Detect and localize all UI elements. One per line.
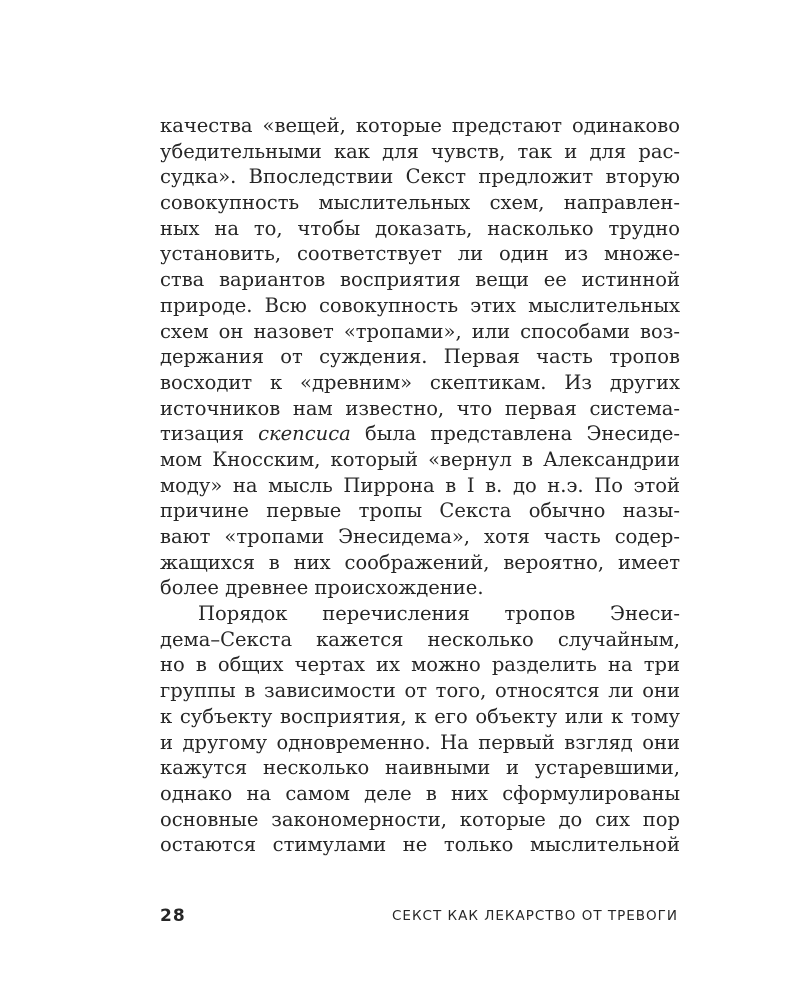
text-segment: причине первые тропы Секста обычно назы- [160, 499, 680, 523]
text-segment: мом Кносским, который «вернул в Александрии [160, 447, 680, 471]
text-line [160, 678, 680, 704]
text-segment: однако на самом деле в них сформулированы [160, 781, 680, 805]
text-segment: держания от суждения. Первая часть тропов [160, 345, 680, 369]
text-line [160, 113, 680, 139]
text-segment: источников нам известно, что первая система- [160, 396, 680, 420]
text-segment: группы в зависимости от того, относятся ли они [160, 679, 680, 703]
text-segment: и другому одновременно. На первый взгляд они [160, 730, 680, 754]
text-line [160, 164, 680, 190]
text-line [160, 370, 680, 396]
text-line [160, 575, 680, 601]
text-segment: вают «тропами Энесидема», хотя часть содер- [160, 525, 680, 548]
text-line [160, 627, 680, 653]
body-text [160, 113, 680, 858]
text-segment: восходит к «древним» скептикам. Из других [160, 370, 680, 394]
text-line [160, 781, 680, 807]
text-line [160, 421, 680, 447]
text-segment: кажутся несколько наивными и устаревшими, [160, 756, 680, 780]
text-line [160, 730, 680, 756]
text-segment: основные закономерности, которые до сих пор [160, 807, 680, 831]
text-line [160, 832, 680, 858]
text-segment: моду» на мысль Пиррона в I в. до н.э. По этой [160, 473, 680, 497]
text-line [160, 601, 680, 627]
text-segment: Порядок перечисления тропов Энеси- [198, 602, 680, 626]
text-line [160, 807, 680, 833]
text-segment: жащихся в них соображений, вероятно, имеет [160, 550, 680, 574]
paragraph [160, 601, 680, 858]
text-segment: ных на то, чтобы доказать, насколько трудно [160, 216, 680, 240]
text-segment: более древнее происхождение. [160, 576, 484, 600]
text-line [160, 524, 680, 550]
text-segment: но в общих чертах их можно разделить на три [160, 653, 680, 677]
text-line [160, 447, 680, 473]
text-line [160, 498, 680, 524]
text-line [160, 216, 680, 242]
text-line [160, 704, 680, 730]
text-line [160, 344, 680, 370]
text-line [160, 473, 680, 499]
text-line [160, 319, 680, 345]
text-segment: убедительными как для чувств, так и для рас- [160, 139, 680, 163]
text-segment: установить, соответствует ли один из множе- [160, 242, 680, 266]
running-title: СЕКСТ КАК ЛЕКАРСТВО ОТ ТРЕВОГИ [392, 908, 678, 924]
text-segment: дема–Секста кажется несколько случайным, [160, 627, 680, 651]
text-line [160, 652, 680, 678]
text-segment: совокупность мыслительных схем, направлен- [160, 191, 680, 215]
text-segment: схем он назовет «тропами», или способами воз- [160, 319, 680, 343]
text-segment: судка». Впоследствии Секст предложит вторую [160, 165, 680, 189]
text-line [160, 396, 680, 422]
paragraph [160, 113, 680, 601]
text-segment: ства вариантов восприятия вещи ее истинной [160, 268, 680, 292]
italic-term: скепсиса [258, 422, 351, 446]
text-segment: к субъекту восприятия, к его объекту или к тому [160, 704, 680, 728]
text-line [160, 267, 680, 293]
text-line [160, 139, 680, 165]
text-segment: была представлена Энесидe- [350, 422, 680, 446]
text-line [160, 550, 680, 576]
text-segment: качества «вещей, которые предстают одинаково [160, 114, 680, 137]
text-segment: остаются стимулами не только мыслительной [160, 833, 680, 857]
text-segment: тизация [160, 422, 259, 446]
text-line [160, 755, 680, 781]
text-segment: природе. Всю совокупность этих мыслительных [160, 293, 680, 317]
text-line [160, 190, 680, 216]
text-line [160, 241, 680, 267]
text-line [160, 293, 680, 319]
page-number: 28 [160, 906, 186, 926]
